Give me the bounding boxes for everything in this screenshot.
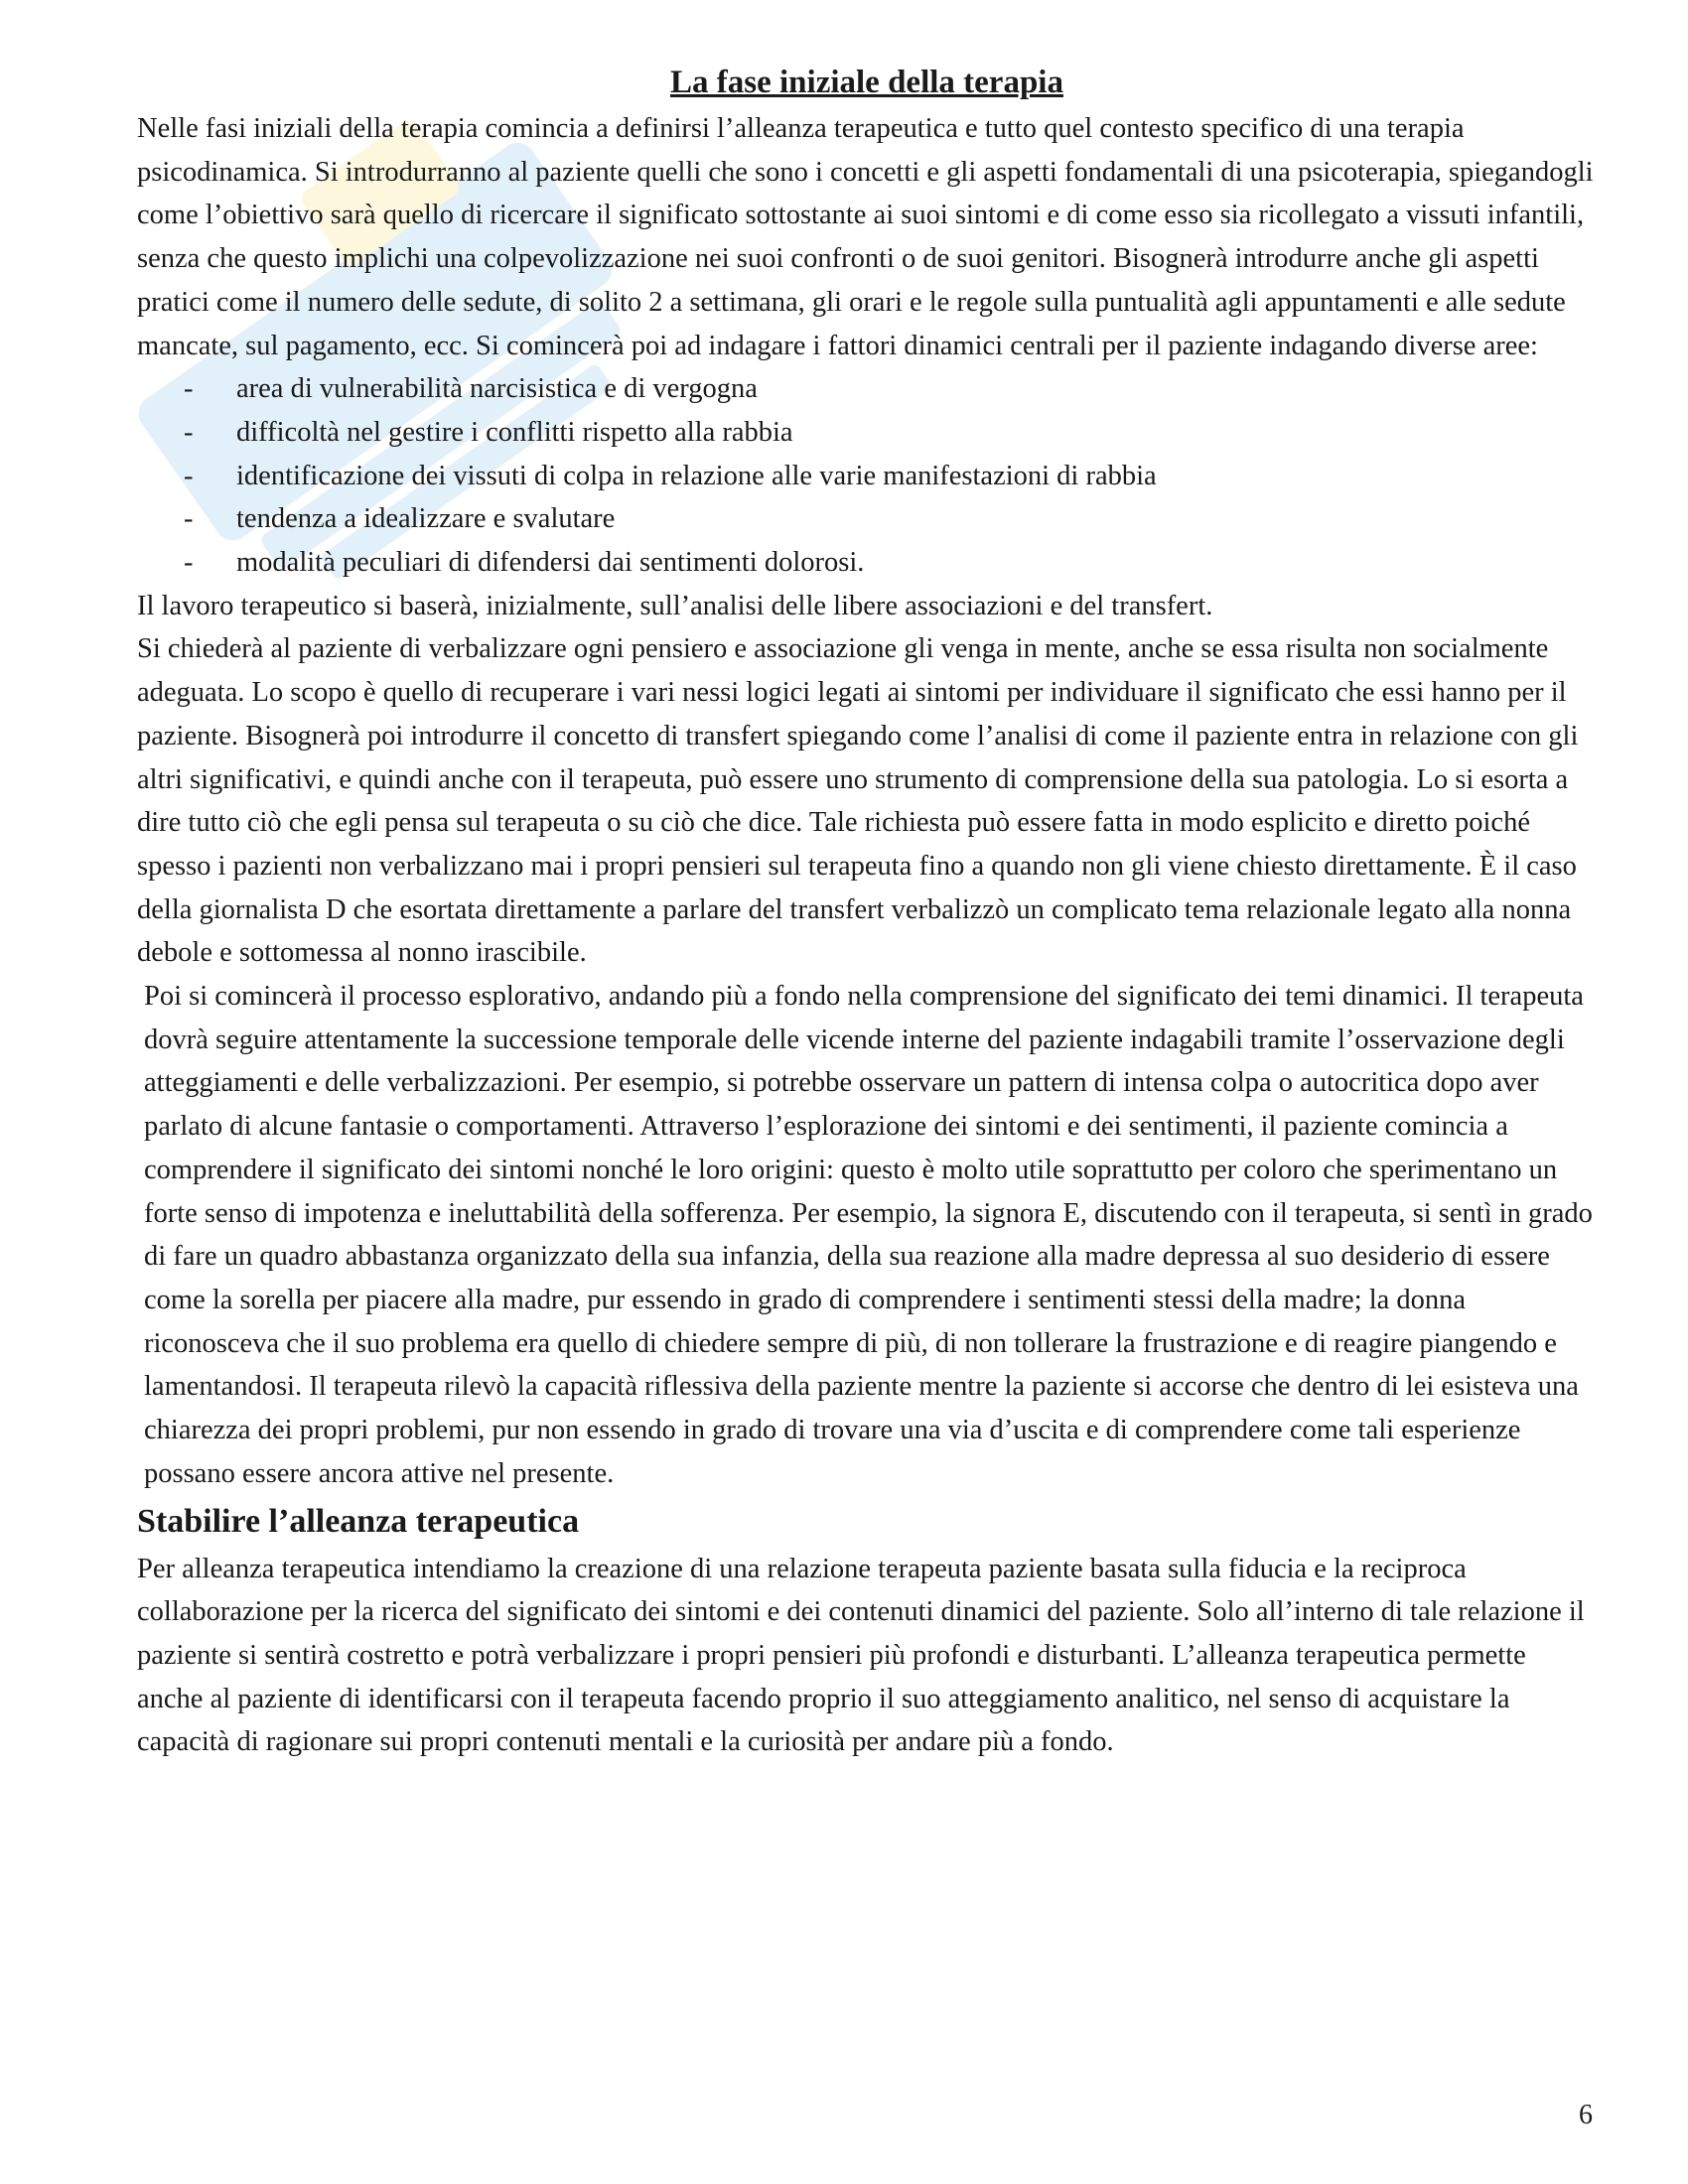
list-item-text: identificazione dei vissuti di colpa in relazione alle varie manifestazioni di rabbia xyxy=(236,460,1157,491)
list-item-text: tendenza a idealizzare e svalutare xyxy=(236,503,616,535)
page-content xyxy=(137,58,1597,1764)
dynamic-areas-list xyxy=(137,367,1597,585)
list-item xyxy=(137,411,1597,455)
dash-bullet: - xyxy=(184,373,194,405)
list-item-text: difficoltà nel gestire i conflitti rispetto alla rabbia xyxy=(236,416,793,448)
paragraph-intro: Nelle fasi iniziali della terapia comincia a definirsi l’alleanza terapeutica e tutto quel contesto specifico di una terapia psicodinamica. Si introdurranno al paziente quelli che sono i concetti e gli aspetti fondamentali di una psicoterapia, spiegandogli come l’obiettivo sarà quello di ricercare il significato sottostante ai suoi sintomi e di come esso sia ricollegato a vissuti infantili, senza che questo implichi una colpevolizzazione nei suoi confronti o de suoi genitori. Bisognerà introdurre anche gli aspetti pratici come il numero delle sedute, di solito 2 a settimana, gli orari e le regole sulla puntualità agli appuntamenti e alle sedute mancate, sul pagamento, ecc. Si comincerà poi ad indagare i fattori dinamici centrali per il paziente indagando diverse aree: xyxy=(137,113,1594,361)
page-title: La fase iniziale della terapia xyxy=(670,65,1063,100)
dash-bullet: - xyxy=(184,547,194,579)
dash-bullet: - xyxy=(184,460,194,491)
paragraph-esplorativo: Poi si comincerà il processo esplorativo, andando più a fondo nella comprensione del significato dei temi dinamici. Il terapeuta dovrà seguire attentamente la successione temporale delle vicende interne del paziente indagabili tramite l’osservazione degli atteggiamenti e delle verbalizzazioni. Per esempio, si potrebbe osservare un pattern di intensa colpa o autocritica dopo aver parlato di alcune fantasie o comportamenti. Attraverso l’esplorazione dei sintomi e dei sentimenti, il paziente comincia a comprendere il significato dei sintomi nonché le loro origini: questo è molto utile soprattutto per coloro che sperimentano un forte senso di impotenza e ineluttabilità della sofferenza. Per esempio, la signora E, discutendo con il terapeuta, si sentì in grado di fare un quadro abbastanza organizzato della sua infanzia, della sua reazione alla madre depressa al suo desiderio di essere come la sorella per piacere alla madre, pur essendo in grado di comprendere i sentimenti stessi della madre; la donna riconosceva che il suo problema era quello di chiedere sempre di più, di non tollerare la frustrazione e di reagire piangendo e lamentandosi. Il terapeuta rilevò la capacità riflessiva della paziente mentre la paziente si accorse che dentro di lei esisteva una chiarezza dei propri problemi, pur non essendo in grado di trovare una via d’uscita e di comprendere come tali esperienze possano essere ancora attive nel presente. xyxy=(144,981,1593,1489)
paragraph-lavoro: Il lavoro terapeutico si baserà, inizialmente, sull’analisi delle libere associazioni e del transfert. xyxy=(137,590,1213,621)
list-item-text: area di vulnerabilità narcisistica e di vergogna xyxy=(236,373,758,405)
dash-bullet: - xyxy=(184,503,194,535)
list-item xyxy=(137,455,1597,498)
page-number: 6 xyxy=(1579,2100,1593,2130)
list-item xyxy=(137,541,1597,585)
list-item xyxy=(137,497,1597,541)
list-item xyxy=(137,367,1597,411)
section-heading: Stabilire l’alleanza terapeutica xyxy=(137,1502,580,1540)
dash-bullet: - xyxy=(184,416,194,448)
paragraph-verbalizzare: Si chiederà al paziente di verbalizzare ogni pensiero e associazione gli venga in mente, anche se essa risulta non socialmente adeguata. Lo scopo è quello di recuperare i vari nessi logici legati ai sintomi per individuare il significato che essi hanno per il paziente. Bisognerà poi introdurre il concetto di transfert spiegando come l’analisi di come il paziente entra in relazione con gli altri significativi, e quindi anche con il terapeuta, può essere uno strumento di comprensione della sua patologia. Lo si esorta a dire tutto ciò che egli pensa sul terapeuta o su ciò che dice. Tale richiesta può essere fatta in modo esplicito e diretto poiché spesso i pazienti non verbalizzano mai i propri pensieri sul terapeuta fino a quando non gli viene chiesto direttamente. È il caso della giornalista D che esortata direttamente a parlare del transfert verbalizzò un complicato tema relazionale legato alla nonna debole e sottomessa al nonno irascibile. xyxy=(137,633,1579,969)
list-item-text: modalità peculiari di difendersi dai sentimenti dolorosi. xyxy=(236,547,865,579)
paragraph-alleanza: Per alleanza terapeutica intendiamo la creazione di una relazione terapeuta paziente basata sulla fiducia e la reciproca collaborazione per la ricerca del significato dei sintomi e dei contenuti dinamici del paziente. Solo all’interno di tale relazione il paziente si sentirà costretto e potrà verbalizzare i propri pensieri più profondi e disturbanti. L’alleanza terapeutica permette anche al paziente di identificarsi con il terapeuta facendo proprio il suo atteggiamento analitico, nel senso di acquistare la capacità di ragionare sui propri contenuti mentali e la curiosità per andare più a fondo. xyxy=(137,1553,1585,1758)
